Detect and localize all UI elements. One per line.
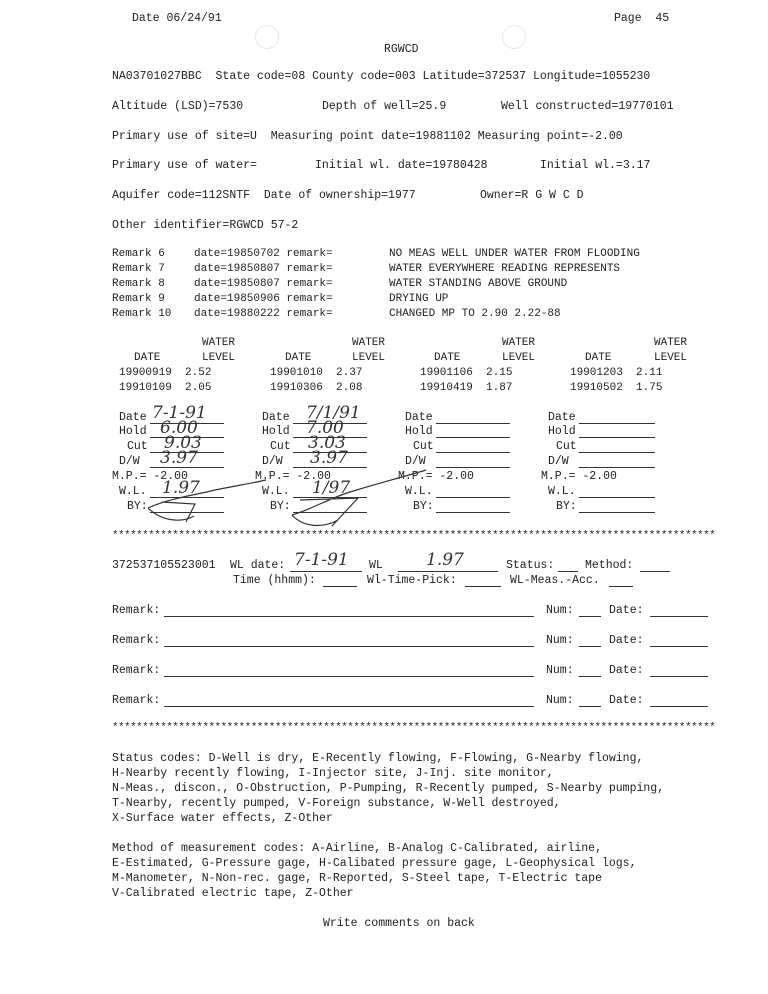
block3-date-label: Date (405, 411, 433, 424)
status-code-line: X-Surface water effects, Z-Other (112, 812, 333, 825)
aquifer-code: Aquifer code=112SNTF Date of ownership=1977 (112, 189, 416, 202)
remark-text: NO MEAS WELL UNDER WATER FROM FLOODING (389, 248, 640, 260)
remark-date-label: Date: (609, 634, 644, 647)
status-field[interactable] (558, 571, 578, 572)
method-code-line: M-Manometer, N-Non-rec. gage, R-Reported, S-Steel tape, T-Electric tape (112, 872, 602, 885)
col-header-level: LEVEL (352, 352, 386, 364)
other-identifier: Other identifier=RGWCD 57-2 (112, 219, 299, 232)
status-code-line: N-Meas., discon., O-Obstruction, P-Pumping, R-Recently pumped, S-Nearby pumping, (112, 782, 665, 795)
block4-wl-line[interactable] (579, 497, 655, 498)
remark-field-line[interactable] (164, 706, 534, 707)
remark-field-line[interactable] (164, 646, 534, 647)
remark-num-label: Num: (546, 634, 574, 647)
initial-wl: Initial wl.=3.17 (540, 159, 651, 172)
time-label: Time (hhmm): (233, 574, 316, 587)
block2-dw-handwritten: 3.97 (310, 448, 348, 468)
block4-mp: M.P.= -2.00 (541, 470, 617, 483)
method-field[interactable] (640, 571, 670, 572)
block4-hold-line[interactable] (579, 437, 655, 438)
signature-2 (290, 470, 430, 530)
star-separator: **************************************************************************************************** (112, 530, 716, 542)
header-date: Date 06/24/91 (132, 12, 222, 25)
block3-date-line[interactable] (436, 423, 510, 424)
block2-cut-handwritten: 3.03 (308, 433, 346, 453)
col-header-date: DATE (585, 352, 612, 364)
block2-mp: M.P.= -2.00 (255, 470, 331, 483)
block4-cut-line[interactable] (579, 452, 655, 453)
wl-date-label: WL date: (230, 559, 286, 572)
level-cell: 19901106 2.15 (420, 367, 513, 379)
block3-wl-line[interactable] (436, 497, 510, 498)
block1-wl-label: W.L. (119, 485, 147, 498)
punch-hole-left (255, 25, 279, 49)
col-header-water: WATER (654, 337, 688, 349)
well-constructed: Well constructed=19770101 (501, 100, 674, 113)
block3-dw-line[interactable] (436, 467, 510, 468)
col-header-water: WATER (502, 337, 536, 349)
remark-date: date=19850906 remark= (194, 293, 333, 305)
remark-date-field[interactable] (650, 676, 708, 677)
remark-num-label: Num: (546, 664, 574, 677)
level-cell: 19910419 1.87 (420, 382, 513, 394)
remark-field-line[interactable] (164, 616, 534, 617)
block4-date-label: Date (548, 411, 576, 424)
block1-dw-label: D/W (119, 455, 140, 468)
block4-by-label: BY: (556, 500, 577, 513)
remark-field-label: Remark: (112, 694, 161, 707)
col-header-date: DATE (434, 352, 461, 364)
block1-wl-handwritten: 1.97 (162, 478, 200, 498)
wl-date-handwritten: 7-1-91 (294, 550, 349, 570)
block2-wl-handwritten: 1/97 (312, 478, 351, 498)
block3-cut-label: Cut (413, 440, 434, 453)
primary-use-site: Primary use of site=U Measuring point date=19881102 Measuring point=-2.00 (112, 130, 623, 143)
block3-by-label: BY: (413, 500, 434, 513)
depth-of-well: Depth of well=25.9 (322, 100, 447, 113)
remark-text: DRYING UP (389, 293, 449, 305)
wl-time-pick-field[interactable] (465, 586, 501, 587)
star-separator: **************************************************************************************************** (112, 722, 716, 734)
block3-hold-label: Hold (405, 425, 433, 438)
remark-num-field[interactable] (579, 706, 601, 707)
header-page: Page 45 (614, 12, 670, 25)
block1-mp: M.P.= -2.00 (112, 470, 188, 483)
wl-date-field[interactable] (290, 571, 362, 572)
method-code-line: Method of measurement codes: A-Airline, B-Analog C-Calibrated, airline, (112, 842, 602, 855)
remark-date-label: Date: (609, 664, 644, 677)
block3-mp: M.P.= -2.00 (398, 470, 474, 483)
col-header-water: WATER (352, 337, 386, 349)
status-code-line: Status codes: D-Well is dry, E-Recently flowing, F-Flowing, G-Nearby flowing, (112, 752, 644, 765)
time-field[interactable] (323, 586, 357, 587)
level-cell: 19901203 2.11 (570, 367, 663, 379)
remark-num-label: Num: (546, 694, 574, 707)
remark-field-label: Remark: (112, 664, 161, 677)
block2-hold-handwritten: 7.00 (306, 418, 344, 438)
punch-hole-right (502, 25, 526, 49)
site-line-1: NA03701027BBC State code=08 County code=003 Latitude=372537 Longitude=1055230 (112, 70, 651, 83)
col-header-water: WATER (202, 337, 236, 349)
method-code-line: E-Estimated, G-Pressure gage, H-Calibated pressure gage, L-Geophysical logs, (112, 857, 637, 870)
remark-date-label: Date: (609, 604, 644, 617)
block3-dw-label: D/W (405, 455, 426, 468)
level-cell: 19910109 2.05 (119, 382, 212, 394)
status-code-line: H-Nearby recently flowing, I-Injector site, J-Inj. site monitor, (112, 767, 554, 780)
remark-text: CHANGED MP TO 2.90 2.22-88 (389, 308, 561, 320)
level-cell: 19910502 1.75 (570, 382, 663, 394)
remark-date-field[interactable] (650, 706, 708, 707)
remark-num-field[interactable] (579, 676, 601, 677)
block2-wl-label: W.L. (262, 485, 290, 498)
remark-field-line[interactable] (164, 676, 534, 677)
remark-label: Remark 9 (112, 293, 165, 305)
wl-handwritten: 1.97 (426, 550, 464, 570)
remark-field-label: Remark: (112, 634, 161, 647)
footer-note: Write comments on back (323, 917, 475, 930)
block4-wl-label: W.L. (548, 485, 576, 498)
wl-field[interactable] (398, 571, 498, 572)
block2-dw-label: D/W (262, 455, 283, 468)
col-header-level: LEVEL (502, 352, 536, 364)
remark-num-field[interactable] (579, 616, 601, 617)
block3-hold-line[interactable] (436, 437, 510, 438)
block1-hold-handwritten: 6.00 (160, 418, 198, 438)
remark-num-label: Num: (546, 604, 574, 617)
header-agency: RGWCD (384, 43, 419, 56)
remark-label: Remark 7 (112, 263, 165, 275)
remark-num-field[interactable] (579, 646, 601, 647)
primary-use-water: Primary use of water= (112, 159, 257, 172)
remark-text: WATER STANDING ABOVE GROUND (389, 278, 568, 290)
block2-date-label: Date (262, 411, 290, 424)
site-id: 372537105523001 (112, 559, 216, 572)
block3-wl-label: W.L. (405, 485, 433, 498)
block4-hold-label: Hold (548, 425, 576, 438)
wl-label: WL (369, 559, 383, 572)
block4-date-line[interactable] (579, 423, 655, 424)
remark-label: Remark 8 (112, 278, 165, 290)
block4-dw-line[interactable] (579, 467, 655, 468)
remark-text: WATER EVERYWHERE READING REPRESENTS (389, 263, 621, 275)
block2-hold-label: Hold (262, 425, 290, 438)
block1-dw-handwritten: 3.97 (160, 448, 198, 468)
remark-date-field[interactable] (650, 616, 708, 617)
block1-cut-handwritten: 9.03 (164, 433, 202, 453)
block2-date-handwritten: 7/1/91 (306, 403, 361, 423)
method-label: Method: (585, 559, 634, 572)
remark-date: date=19880222 remark= (194, 308, 333, 320)
col-header-level: LEVEL (654, 352, 688, 364)
remark-field-label: Remark: (112, 604, 161, 617)
remark-date-field[interactable] (650, 646, 708, 647)
level-cell: 19910306 2.08 (270, 382, 363, 394)
block1-by-label: BY: (127, 500, 148, 513)
remark-date: date=19850702 remark= (194, 248, 333, 260)
remark-date: date=19850807 remark= (194, 263, 333, 275)
col-header-level: LEVEL (202, 352, 236, 364)
block3-by-line[interactable] (436, 512, 510, 513)
level-cell: 19900919 2.52 (119, 367, 212, 379)
block4-cut-label: Cut (556, 440, 577, 453)
wl-meas-acc-field[interactable] (609, 586, 633, 587)
wl-meas-acc-label: WL-Meas.-Acc. (510, 574, 600, 587)
block1-cut-label: Cut (127, 440, 148, 453)
block2-cut-label: Cut (270, 440, 291, 453)
remark-label: Remark 6 (112, 248, 165, 260)
block4-by-line[interactable] (579, 512, 655, 513)
block3-cut-line[interactable] (436, 452, 510, 453)
owner: Owner=R G W C D (480, 189, 584, 202)
level-cell: 19901010 2.37 (270, 367, 363, 379)
col-header-date: DATE (134, 352, 161, 364)
block1-date-handwritten: 7-1-91 (152, 403, 207, 423)
status-code-line: T-Nearby, recently pumped, V-Foreign substance, W-Well destroyed, (112, 797, 561, 810)
initial-wl-date: Initial wl. date=19780428 (315, 159, 488, 172)
altitude: Altitude (LSD)=7530 (112, 100, 244, 113)
remark-date-label: Date: (609, 694, 644, 707)
block1-hold-label: Hold (119, 425, 147, 438)
block4-dw-label: D/W (548, 455, 569, 468)
block1-date-label: Date (119, 411, 147, 424)
block2-by-label: BY: (270, 500, 291, 513)
wl-time-pick-label: Wl-Time-Pick: (367, 574, 457, 587)
remark-label: Remark 10 (112, 308, 172, 320)
method-code-line: V-Calibrated electric tape, Z-Other (112, 887, 354, 900)
remark-date: date=19850807 remark= (194, 278, 333, 290)
col-header-date: DATE (285, 352, 312, 364)
status-label: Status: (506, 559, 555, 572)
